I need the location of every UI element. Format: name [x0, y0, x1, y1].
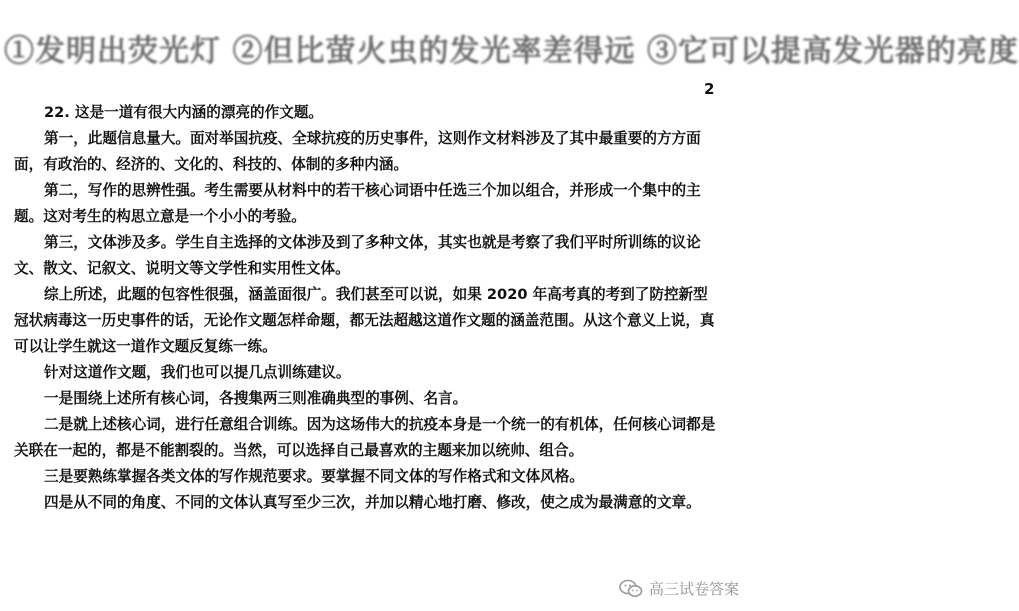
watermark-label: 高三试卷答案 — [648, 580, 739, 598]
paragraph-point-one: 第一，此题信息量大。面对举国抗疫、全球抗疫的历史事件，这则作文材料涉及了其中最重要的方方面面，有政治的、经济的、文化的、科技的、体制的多种内涵。 — [14, 130, 701, 173]
paragraph-suggestion-one: 一是围绕上述所有核心词，各搜集两三则准确典型的事例、名言。 — [44, 390, 468, 407]
paragraph-point-three: 第三，文体涉及多。学生自主选择的文体涉及到了多种文体，其实也就是考察了我们平时所训练的议论文、散文、记叙文、说明文等文学性和实用性文体。 — [14, 234, 701, 277]
paragraph-question-number: 22. 这是一道有很大内涵的漂亮的作文题。 — [44, 104, 324, 121]
wechat-icon — [619, 579, 643, 599]
previous-answer-banner: ①发明出荧光灯 ②但比萤火虫的发光率差得远 ③它可以提高发光器的亮度 — [4, 34, 1019, 69]
paragraph-suggestions-intro: 针对这道作文题，我们也可以提几点训练建议。 — [44, 364, 351, 381]
paragraph-summary: 综上所述，此题的包容性很强，涵盖面很广。我们甚至可以说，如果 2020 年高考真的考到了防控新型冠状病毒这一历史事件的话，无论作文题怎样命题，都无法超越这道作文题的涵盖范围。从这个意义上说，真可以让学生就这一道作文题反复练一练。 — [14, 286, 715, 355]
paragraph-suggestion-four: 四是从不同的角度、不同的文体认真写至少三次，并加以精心地打磨、修改，使之成为最满意的文章。 — [44, 494, 701, 511]
paragraph-point-two: 第二，写作的思辨性强。考生需要从材料中的若干核心词语中任选三个加以组合，并形成一个集中的主题。这对考生的构思立意是一个小小的考验。 — [14, 182, 701, 225]
paragraph-suggestion-three: 三是要熟练掌握各类文体的写作规范要求。要掌握不同文体的写作格式和文体风格。 — [44, 468, 584, 485]
page-number: 2 — [704, 80, 715, 98]
paragraph-suggestion-two: 二是就上述核心词，进行任意组合训练。因为这场伟大的抗疫本身是一个统一的有机体，任何核心词都是关联在一起的，都是不能割裂的。当然，可以选择自己最喜欢的主题来加以统帅、组合。 — [14, 416, 716, 459]
article-body — [14, 100, 720, 516]
account-watermark — [619, 578, 739, 599]
